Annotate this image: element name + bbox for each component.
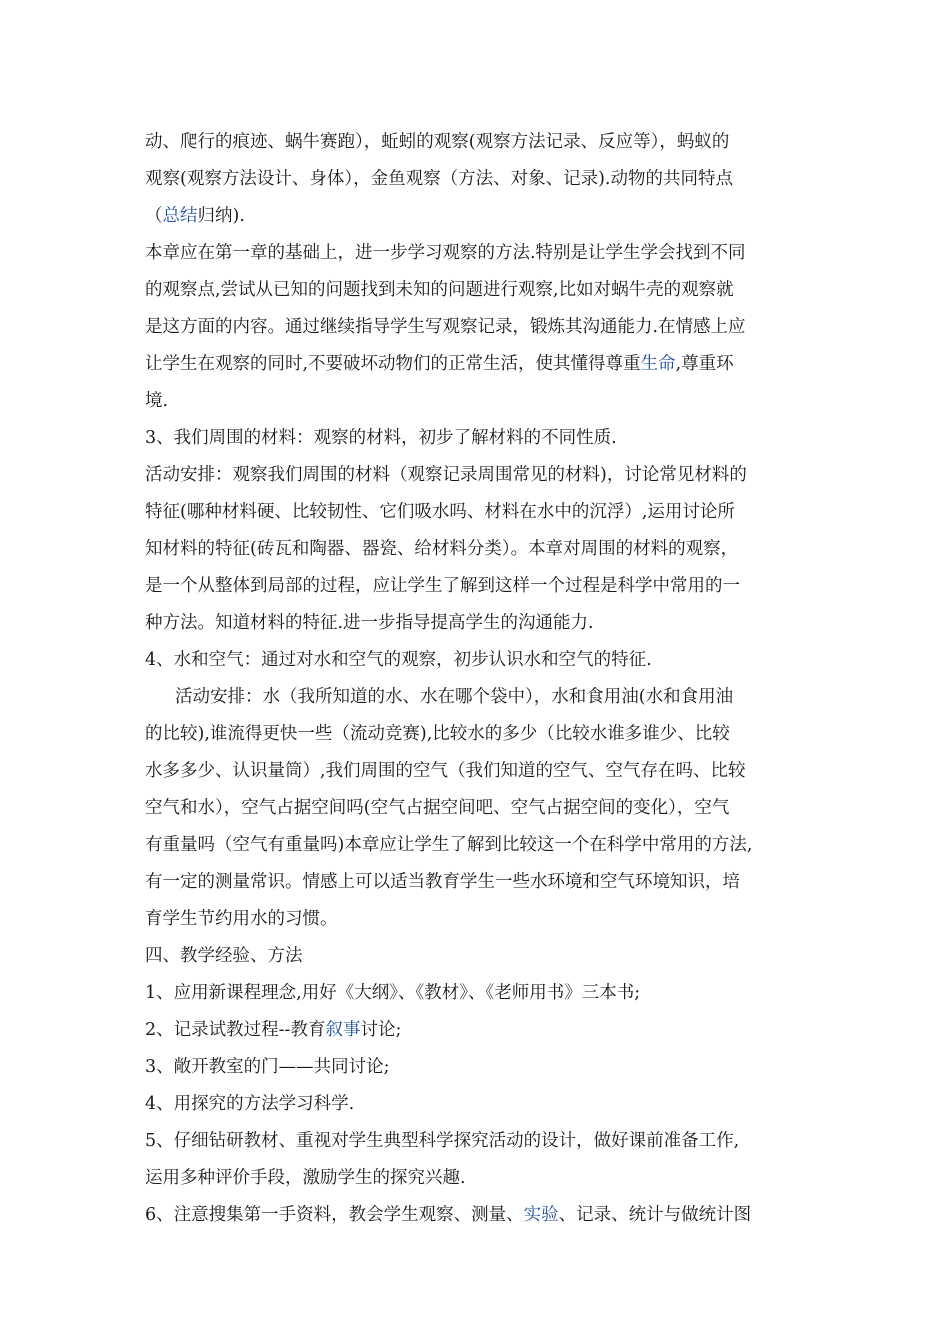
text-run: 的比较),谁流得更快一些（流动竞赛),比较水的多少（比较水谁多谁少、比较 [145, 724, 730, 744]
text-run: 让学生在观察的同时,不要破坏动物们的正常生活，使其懂得尊重 [145, 354, 641, 374]
text-line [145, 827, 825, 864]
text-line [145, 790, 825, 827]
text-line [145, 346, 825, 383]
text-line [145, 1160, 825, 1197]
list-item [145, 1123, 825, 1160]
text-run: 本章应在第一章的基础上，进一步学习观察的方法.特别是让学生学会找到不同 [145, 243, 746, 263]
text-run: 有一定的测量常识。情感上可以适当教育学生一些水环境和空气环境知识，培 [145, 872, 740, 892]
text-run: 活动安排：水（我所知道的水、水在哪个袋中），水和食用油(水和食用油 [175, 687, 734, 707]
document-body [145, 124, 825, 1234]
text-line [145, 864, 825, 901]
text-run: 6、注意搜集第一手资料，教会学生观察、测量、 [145, 1205, 524, 1225]
text-line [145, 383, 825, 420]
text-run: 的观察点,尝试从已知的问题找到未知的问题进行观察,比如对蜗牛壳的观察就 [145, 280, 734, 300]
section-heading [145, 642, 825, 679]
list-item [145, 975, 825, 1012]
text-run: 育学生节约用水的习惯。 [145, 909, 338, 929]
text-line [145, 124, 825, 161]
text-line [145, 272, 825, 309]
text-line [145, 679, 825, 716]
text-run: 运用多种评价手段，激励学生的探究兴趣. [145, 1168, 466, 1188]
text-run: 水多多少、认识量筒）,我们周围的空气（我们知道的空气、空气存在吗、比较 [145, 761, 746, 781]
text-line [145, 235, 825, 272]
text-run: 1、应用新课程理念,用好《大纲》、《教材》、《老师用书》三本书; [145, 983, 641, 1003]
text-line [145, 605, 825, 642]
text-run: 讨论; [360, 1020, 402, 1040]
text-line [145, 568, 825, 605]
text-line [145, 161, 825, 198]
text-line [145, 716, 825, 753]
section-heading [145, 420, 825, 457]
link-summary[interactable]: 总结 [162, 206, 198, 226]
text-line [145, 901, 825, 938]
text-run: 动、爬行的痕迹、蜗牛赛跑），蚯蚓的观察(观察方法记录、反应等），蚂蚁的 [145, 132, 730, 152]
text-line [145, 531, 825, 568]
text-run: 种方法。知道材料的特征.进一步指导提高学生的沟通能力. [145, 613, 594, 633]
link-life[interactable]: 生命 [640, 354, 676, 374]
text-run: 4、水和空气：通过对水和空气的观察，初步认识水和空气的特征. [145, 650, 652, 670]
text-run: ,尊重环 [675, 354, 734, 374]
text-run: 3、我们周围的材料：观察的材料，初步了解材料的不同性质. [145, 428, 617, 448]
text-run: 4、用探究的方法学习科学. [145, 1094, 355, 1114]
text-run: 四、教学经验、方法 [145, 946, 303, 966]
text-run: 空气和水），空气占据空间吗(空气占据空间吧、空气占据空间的变化），空气 [145, 798, 730, 818]
text-line [145, 309, 825, 346]
list-item [145, 1049, 825, 1086]
text-run: 境. [145, 391, 169, 411]
text-run: 3、敞开教室的门——共同讨论; [145, 1057, 390, 1077]
text-run: 有重量吗（空气有重量吗)本章应让学生了解到比较这一个在科学中常用的方法, [145, 835, 753, 855]
list-item [145, 1012, 825, 1049]
text-line [145, 494, 825, 531]
section-heading [145, 938, 825, 975]
link-narrative[interactable]: 叙事 [325, 1020, 361, 1040]
text-run: 知材料的特征(砖瓦和陶器、器瓷、给材料分类）。本章对周围的材料的观察， [145, 539, 739, 559]
link-experiment[interactable]: 实验 [523, 1205, 559, 1225]
text-run: 2、记录试教过程--教育 [145, 1020, 326, 1040]
text-run: 特征(哪种材料硬、比较韧性、它们吸水吗、材料在水中的沉浮）,运用讨论所 [145, 502, 735, 522]
text-run: 归纳). [197, 206, 245, 226]
text-line [145, 457, 825, 494]
text-run: 活动安排：观察我们周围的材料（观察记录周围常见的材料)，讨论常见材料的 [145, 465, 747, 485]
text-line [145, 198, 825, 235]
text-line [145, 753, 825, 790]
text-run: （ [145, 206, 163, 226]
text-run: 5、仔细钻研教材、重视对学生典型科学探究活动的设计，做好课前准备工作, [145, 1131, 740, 1151]
list-item [145, 1086, 825, 1123]
text-run: 是这方面的内容。通过继续指导学生写观察记录，锻炼其沟通能力.在情感上应 [145, 317, 746, 337]
list-item [145, 1197, 825, 1234]
text-run: 观察(观察方法设计、身体），金鱼观察（方法、对象、记录).动物的共同特点 [145, 169, 733, 189]
text-run: 是一个从整体到局部的过程，应让学生了解到这样一个过程是科学中常用的一 [145, 576, 740, 596]
text-run: 、记录、统计与做统计图 [558, 1205, 752, 1225]
